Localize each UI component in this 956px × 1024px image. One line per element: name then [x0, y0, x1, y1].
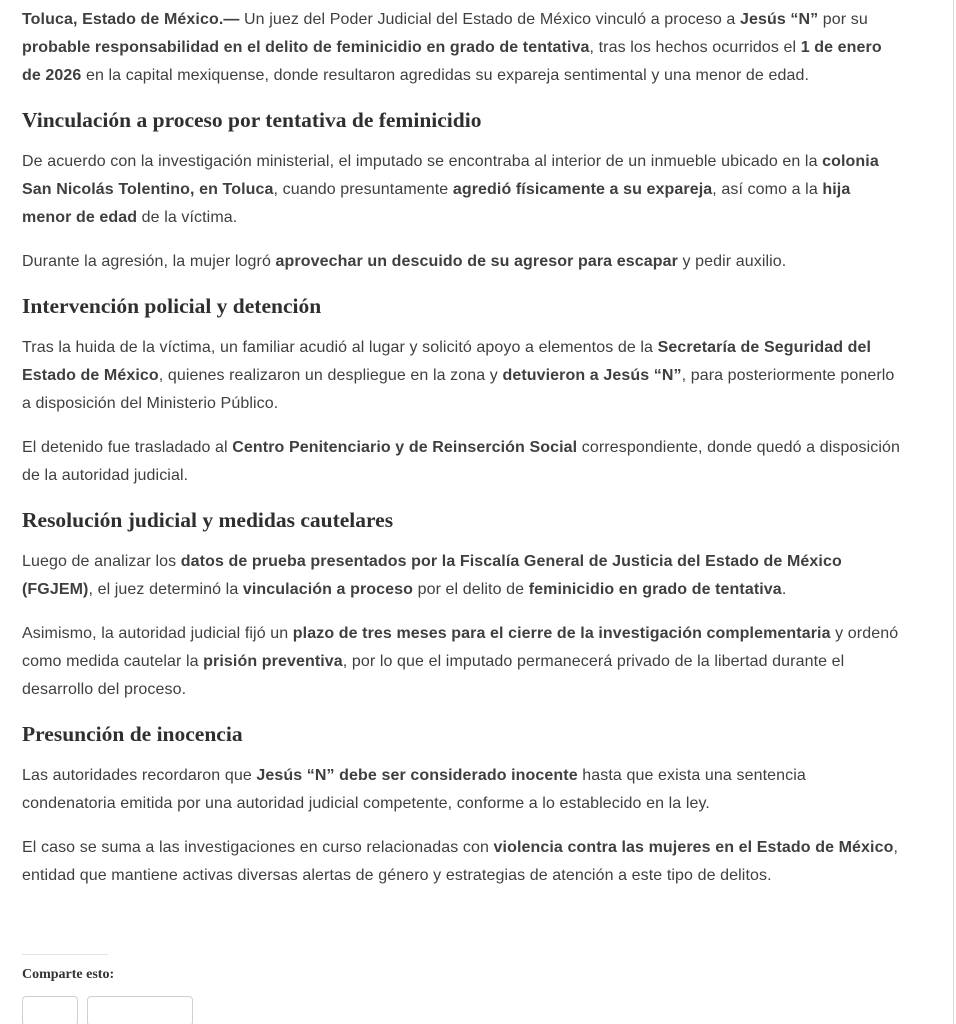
- body-text: , cuando presuntamente: [273, 181, 453, 198]
- body-text: correspondiente, donde quedó a disposición de la autoridad judicial.: [22, 439, 900, 484]
- content-right-border: [953, 0, 954, 1024]
- body-text: , entidad que mantiene activas diversas alertas de género y estrategias de atención a este tipo de delitos.: [22, 839, 899, 884]
- paragraph: [22, 762, 900, 818]
- body-text: en la capital mexiquense, donde resultaron agredidas su expareja sentimental y una menor de edad.: [81, 67, 810, 84]
- paragraph: [22, 434, 900, 490]
- bold-text: vinculación a proceso: [242, 581, 414, 598]
- paragraph: [22, 148, 900, 232]
- bold-text: Centro Penitenciario y de Reinserción Social: [232, 439, 578, 456]
- paragraph: [22, 548, 900, 604]
- bold-text: Toluca, Estado de México.—: [22, 11, 245, 28]
- body-text: .: [781, 581, 787, 598]
- body-text: El caso se suma a las investigaciones en curso relacionadas con: [22, 839, 494, 856]
- paragraph: [22, 334, 900, 418]
- body-text: Un juez del Poder Judicial del Estado de México vinculó a proceso a: [244, 11, 740, 28]
- share-buttons: [22, 996, 900, 1024]
- paragraph: [22, 248, 900, 276]
- body-text: Durante la agresión, la mujer logró: [22, 253, 276, 270]
- paragraph: [22, 6, 900, 90]
- bold-text: colonia San Nicolás Tolentino, en Toluca: [22, 153, 879, 198]
- share-divider: [22, 954, 108, 955]
- bold-text: probable responsabilidad en el delito de feminicidio en grado de tentativa: [22, 39, 590, 56]
- body-text: Luego de analizar los: [22, 553, 181, 570]
- bold-text: hija menor de edad: [22, 181, 851, 226]
- share-section: [22, 954, 900, 1024]
- body-text: , así como a la: [712, 181, 823, 198]
- body-text: Tras la huida de la víctima, un familiar acudió al lugar y solicitó apoyo a elementos de la: [22, 339, 658, 356]
- body-text: y pedir auxilio.: [677, 253, 787, 270]
- body-text: , para posteriormente ponerlo a disposición del Ministerio Público.: [22, 367, 895, 412]
- body-text: El detenido fue trasladado al: [22, 439, 233, 456]
- body-text: hasta que exista una sentencia condenatoria emitida por una autoridad judicial competente, conforme a lo establecido en la ley.: [22, 767, 806, 812]
- bold-text: Jesús “N”: [739, 11, 819, 28]
- body-text: , tras los hechos ocurridos el: [589, 39, 801, 56]
- bold-text: feminicidio en grado de tentativa: [528, 581, 782, 598]
- bold-text: plazo de tres meses para el cierre de la investigación complementaria: [292, 625, 831, 642]
- body-text: , el juez determinó la: [88, 581, 243, 598]
- bold-text: aprovechar un descuido de su agresor para escapar: [275, 253, 678, 270]
- body-text: y ordenó como medida cautelar la: [22, 625, 899, 670]
- bold-text: 1 de enero de 2026: [22, 39, 882, 84]
- bold-text: Jesús “N” debe ser considerado inocente: [256, 767, 578, 784]
- bold-text: datos de prueba presentados por la Fiscalía General de Justicia del Estado de México (FGJEM): [22, 553, 842, 598]
- body-text: Asimismo, la autoridad judicial fijó un: [22, 625, 293, 642]
- bold-text: agredió físicamente a su expareja: [452, 181, 713, 198]
- paragraph: [22, 834, 900, 890]
- share-button-2[interactable]: [87, 996, 193, 1024]
- section-heading: Resolución judicial y medidas cautelares: [22, 508, 394, 532]
- share-label: Comparte esto:: [22, 967, 115, 982]
- share-button-1[interactable]: [22, 996, 78, 1024]
- body-text: por su: [818, 11, 868, 28]
- body-text: por el delito de: [413, 581, 529, 598]
- section-heading: Vinculación a proceso por tentativa de feminicidio: [22, 108, 482, 132]
- body-text: De acuerdo con la investigación ministerial, el imputado se encontraba al interior de un inmueble ubicado en la: [22, 153, 823, 170]
- body-text: , por lo que el imputado permanecerá privado de la libertad durante el desarrollo del proceso.: [22, 653, 845, 698]
- body-text: , quienes realizaron un despliegue en la zona y: [158, 367, 503, 384]
- section-heading: Intervención policial y detención: [22, 294, 322, 318]
- body-text: de la víctima.: [137, 209, 238, 226]
- bold-text: violencia contra las mujeres en el Estado de México: [493, 839, 894, 856]
- article-body: [22, 6, 900, 890]
- bold-text: detuvieron a Jesús “N”: [502, 367, 682, 384]
- section-heading: Presunción de inocencia: [22, 722, 243, 746]
- bold-text: Secretaría de Seguridad del Estado de México: [22, 339, 872, 384]
- body-text: Las autoridades recordaron que: [22, 767, 257, 784]
- bold-text: prisión preventiva: [203, 653, 343, 670]
- paragraph: [22, 620, 900, 704]
